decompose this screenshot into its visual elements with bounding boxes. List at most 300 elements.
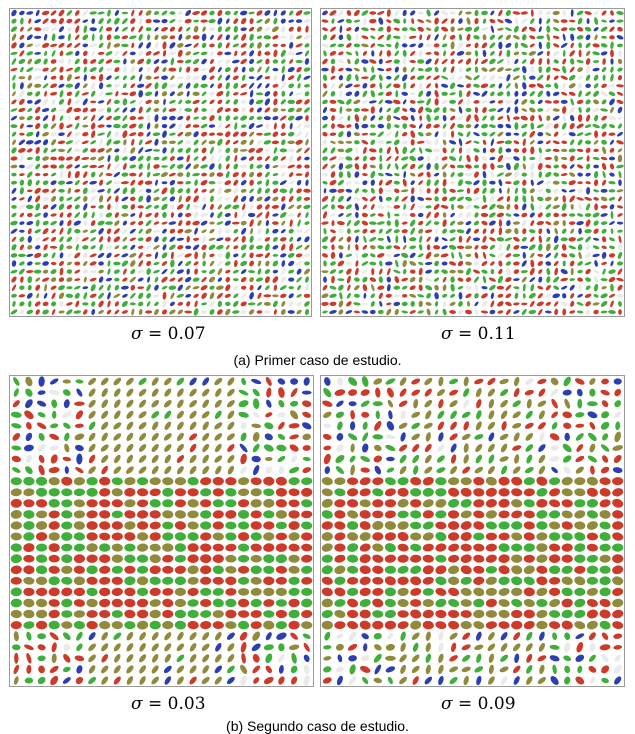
tensor-glyph <box>241 171 247 178</box>
tensor-glyph <box>98 91 105 98</box>
tensor-glyph <box>589 388 596 396</box>
tensor-glyph <box>89 260 97 266</box>
tensor-glyph <box>466 253 472 257</box>
tensor-glyph <box>330 252 335 259</box>
tensor-glyph <box>50 148 57 154</box>
tensor-glyph <box>263 599 275 608</box>
tensor-glyph <box>266 387 273 398</box>
tensor-glyph <box>440 26 448 33</box>
tensor-glyph <box>97 252 105 259</box>
tensor-glyph <box>321 598 333 607</box>
tensor-glyph <box>124 576 136 586</box>
tensor-glyph <box>321 10 328 17</box>
tensor-glyph <box>303 106 311 113</box>
tensor-glyph <box>26 50 34 56</box>
tensor-glyph <box>240 268 247 274</box>
tensor-glyph <box>263 510 274 518</box>
tensor-glyph <box>411 443 421 453</box>
tensor-glyph <box>385 293 392 298</box>
tensor-glyph <box>176 465 186 476</box>
tensor-glyph <box>149 588 161 597</box>
tensor-glyph <box>194 227 199 235</box>
tensor-glyph <box>465 276 472 283</box>
tensor-glyph <box>497 131 505 138</box>
tensor-glyph <box>153 204 159 209</box>
tensor-glyph <box>322 676 333 685</box>
tensor-glyph <box>617 221 624 224</box>
tensor-glyph <box>263 139 272 145</box>
tensor-glyph <box>34 83 42 88</box>
tensor-glyph <box>522 82 527 90</box>
tensor-glyph <box>98 115 105 122</box>
tensor-glyph <box>425 139 433 146</box>
tensor-glyph <box>201 235 207 243</box>
tensor-glyph <box>66 73 73 82</box>
tensor-glyph <box>345 267 353 275</box>
tensor-glyph <box>213 488 224 496</box>
tensor-glyph <box>151 420 160 431</box>
tensor-glyph <box>161 260 168 267</box>
tensor-glyph <box>177 115 184 121</box>
tensor-glyph <box>287 107 295 113</box>
tensor-glyph <box>74 148 81 152</box>
tensor-glyph <box>441 58 449 65</box>
tensor-glyph <box>586 509 599 520</box>
tensor-glyph <box>425 148 433 153</box>
tensor-glyph <box>433 43 439 48</box>
tensor-glyph <box>68 171 72 179</box>
tensor-glyph <box>194 251 198 259</box>
tensor-glyph <box>530 284 535 292</box>
tensor-glyph <box>50 268 58 275</box>
tensor-glyph <box>277 399 286 409</box>
tensor-glyph <box>488 284 496 292</box>
tensor-glyph <box>397 477 409 486</box>
tensor-glyph <box>276 488 287 497</box>
tensor-glyph <box>75 244 79 251</box>
tensor-glyph <box>354 114 360 123</box>
tensor-glyph <box>362 82 369 89</box>
tensor-glyph <box>256 74 264 82</box>
tensor-glyph <box>288 543 300 552</box>
tensor-glyph <box>513 244 521 250</box>
tensor-glyph <box>19 187 24 195</box>
tensor-glyph <box>129 131 137 137</box>
tensor-glyph <box>289 631 299 641</box>
tensor-glyph <box>216 237 224 242</box>
tensor-glyph <box>545 10 552 16</box>
tensor-glyph <box>482 74 488 80</box>
tensor-glyph <box>86 598 98 607</box>
tensor-glyph <box>241 286 247 290</box>
tensor-glyph <box>287 100 295 104</box>
tensor-glyph <box>257 310 263 314</box>
tensor-glyph <box>549 477 561 486</box>
tensor-glyph <box>345 253 352 257</box>
tensor-glyph <box>403 235 407 243</box>
tensor-glyph <box>524 554 536 562</box>
tensor-glyph <box>394 146 399 155</box>
tensor-glyph <box>224 107 231 112</box>
tensor-glyph <box>551 421 559 430</box>
tensor-glyph <box>385 308 392 316</box>
tensor-glyph <box>111 488 123 497</box>
tensor-glyph <box>272 196 280 203</box>
tensor-glyph <box>264 106 271 113</box>
tensor-glyph <box>304 253 311 258</box>
tensor-glyph <box>175 588 186 596</box>
tensor-glyph <box>288 521 300 531</box>
tensor-glyph <box>425 90 432 98</box>
tensor-glyph <box>10 18 17 25</box>
tensor-glyph <box>23 621 35 630</box>
tensor-glyph <box>174 510 186 519</box>
tensor-glyph <box>154 138 159 146</box>
tensor-glyph <box>232 59 240 64</box>
tensor-glyph <box>238 399 250 409</box>
tensor-glyph <box>44 284 48 292</box>
tensor-glyph <box>27 228 33 235</box>
tensor-glyph <box>576 213 583 218</box>
tensor-glyph <box>409 260 417 267</box>
tensor-glyph <box>17 147 26 154</box>
tensor-glyph <box>145 9 153 17</box>
tensor-glyph <box>212 587 224 596</box>
tensor-glyph <box>98 52 105 56</box>
tensor-glyph <box>36 488 48 497</box>
tensor-glyph <box>545 188 552 194</box>
tensor-glyph <box>138 675 147 686</box>
tensor-glyph <box>272 74 278 82</box>
tensor-glyph <box>48 389 60 396</box>
tensor-glyph <box>473 34 480 40</box>
tensor-glyph <box>36 421 47 430</box>
tensor-glyph <box>138 631 147 642</box>
tensor-glyph <box>240 164 247 168</box>
tensor-glyph <box>550 398 559 410</box>
tensor-glyph <box>586 520 599 531</box>
tensor-glyph <box>378 17 385 26</box>
tensor-glyph <box>550 410 559 419</box>
tensor-glyph <box>498 609 510 619</box>
tensor-glyph <box>49 377 59 386</box>
tensor-glyph <box>608 276 616 283</box>
tensor-glyph <box>609 35 615 39</box>
tensor-glyph <box>153 301 159 307</box>
tensor-glyph <box>424 443 434 454</box>
tensor-glyph <box>345 83 354 89</box>
tensor-glyph <box>176 203 184 211</box>
tensor-glyph <box>514 187 518 194</box>
tensor-glyph <box>522 195 527 203</box>
tensor-glyph <box>613 645 622 651</box>
tensor-glyph <box>575 443 584 453</box>
tensor-glyph <box>217 66 222 73</box>
tensor-glyph <box>23 499 35 507</box>
tensor-glyph <box>497 27 504 31</box>
tensor-glyph <box>34 115 41 121</box>
tensor-glyph <box>490 10 496 16</box>
tensor-glyph <box>288 19 295 23</box>
tensor-glyph <box>99 621 111 630</box>
tensor-glyph <box>91 18 95 24</box>
tensor-glyph <box>496 172 504 178</box>
tensor-glyph <box>393 205 400 210</box>
tensor-glyph <box>33 139 42 145</box>
tensor-glyph <box>304 276 309 283</box>
tensor-glyph <box>11 399 21 409</box>
tensor-glyph <box>288 292 295 299</box>
tensor-glyph <box>176 432 186 443</box>
tensor-glyph <box>347 609 359 618</box>
tensor-glyph <box>162 140 168 145</box>
tensor-glyph <box>487 409 495 420</box>
tensor-glyph <box>347 630 359 642</box>
tensor-glyph <box>162 50 166 57</box>
tensor-glyph <box>321 58 329 66</box>
tensor-glyph <box>19 82 24 90</box>
tensor-glyph <box>201 387 211 397</box>
tensor-glyph <box>465 293 473 300</box>
tensor-glyph <box>193 205 199 209</box>
tensor-glyph <box>535 487 548 498</box>
tensor-glyph <box>34 42 42 48</box>
tensor-glyph <box>529 157 535 161</box>
tensor-glyph <box>397 498 409 508</box>
tensor-glyph <box>600 90 609 97</box>
tensor-glyph <box>272 115 279 121</box>
tensor-glyph <box>599 477 611 486</box>
tensor-glyph <box>105 138 112 147</box>
tensor-glyph <box>457 285 463 290</box>
tensor-glyph <box>521 187 527 195</box>
tensor-glyph <box>27 100 33 104</box>
tensor-glyph <box>177 172 184 177</box>
tensor-glyph <box>379 301 384 308</box>
tensor-glyph <box>178 67 182 73</box>
tensor-glyph <box>570 204 574 210</box>
tensor-glyph <box>273 9 278 16</box>
tensor-glyph <box>163 675 172 686</box>
tensor-glyph <box>514 42 518 49</box>
tensor-glyph <box>337 308 344 315</box>
tensor-glyph <box>154 82 159 90</box>
tensor-glyph <box>425 43 432 48</box>
tensor-glyph <box>490 25 495 33</box>
tensor-glyph <box>434 58 440 66</box>
tensor-glyph <box>201 454 210 465</box>
tensor-glyph <box>379 187 383 194</box>
tensor-glyph <box>160 26 168 32</box>
tensor-glyph <box>418 82 423 89</box>
tensor-glyph <box>463 376 469 386</box>
tensor-glyph <box>386 114 391 121</box>
tensor-glyph <box>161 59 169 64</box>
tensor-glyph <box>372 621 383 630</box>
tensor-glyph <box>593 114 598 121</box>
tensor-glyph <box>435 510 447 519</box>
tensor-glyph <box>225 251 231 259</box>
tensor-glyph <box>240 17 248 25</box>
tensor-glyph <box>209 188 216 195</box>
tensor-glyph <box>233 108 239 113</box>
tensor-glyph <box>361 260 369 266</box>
tensor-glyph <box>422 531 435 541</box>
tensor-glyph <box>385 665 396 674</box>
tensor-glyph <box>456 50 465 56</box>
tensor-glyph <box>188 399 198 409</box>
tensor-glyph <box>410 388 421 397</box>
tensor-glyph <box>354 122 359 129</box>
tensor-glyph <box>613 410 623 420</box>
tensor-glyph <box>42 309 50 316</box>
tensor-glyph <box>387 284 392 292</box>
tensor-glyph <box>114 284 120 291</box>
tensor-glyph <box>129 276 137 283</box>
tensor-glyph <box>458 106 463 114</box>
tensor-glyph <box>505 181 512 184</box>
tensor-glyph <box>137 566 149 574</box>
tensor-glyph <box>601 36 607 39</box>
tensor-glyph <box>585 107 591 114</box>
tensor-glyph <box>257 260 262 267</box>
tensor-glyph <box>460 543 472 552</box>
sigma-symbol: σ <box>441 694 453 714</box>
tensor-glyph <box>97 107 105 113</box>
tensor-glyph <box>105 180 113 186</box>
tensor-glyph <box>575 412 585 419</box>
tensor-glyph <box>90 236 97 242</box>
tensor-glyph <box>74 554 86 563</box>
tensor-glyph <box>548 598 561 609</box>
tensor-glyph <box>513 213 520 217</box>
tensor-glyph <box>208 237 215 241</box>
tensor-glyph <box>385 420 395 432</box>
tensor-glyph <box>23 510 35 519</box>
tensor-glyph <box>272 259 280 267</box>
tensor-glyph <box>525 653 533 664</box>
tensor-glyph <box>617 116 623 121</box>
tensor-glyph <box>10 532 22 541</box>
tensor-glyph <box>233 115 239 120</box>
tensor-glyph <box>67 58 72 66</box>
tensor-glyph <box>372 532 384 541</box>
tensor-glyph <box>162 566 173 574</box>
tensor-glyph <box>514 195 519 202</box>
tensor-glyph <box>125 410 135 421</box>
tensor-glyph <box>331 123 336 129</box>
tensor-glyph <box>74 521 86 530</box>
tensor-glyph <box>81 33 89 41</box>
tensor-glyph <box>576 187 583 194</box>
tensor-glyph <box>338 67 345 72</box>
tensor-glyph <box>256 82 262 89</box>
tensor-glyph <box>18 89 26 98</box>
tensor-glyph <box>26 131 35 137</box>
tensor-glyph <box>163 454 172 465</box>
tensor-glyph <box>472 179 480 186</box>
tensor-glyph <box>301 411 312 419</box>
tensor-glyph <box>489 100 496 104</box>
tensor-glyph <box>425 269 433 274</box>
tensor-glyph <box>369 170 376 179</box>
tensor-glyph <box>393 9 400 17</box>
tensor-glyph <box>426 163 432 171</box>
tensor-glyph <box>545 140 551 145</box>
tensor-glyph <box>601 310 608 313</box>
tensor-glyph <box>488 398 495 409</box>
tensor-glyph <box>345 141 352 144</box>
tensor-glyph <box>618 171 622 179</box>
tensor-glyph <box>295 187 302 194</box>
tensor-glyph <box>537 90 544 98</box>
tensor-glyph <box>225 543 237 552</box>
tensor-glyph <box>563 641 570 653</box>
tensor-glyph <box>601 66 608 73</box>
tensor-glyph <box>417 140 425 144</box>
tensor-glyph <box>612 467 623 474</box>
tensor-glyph <box>201 443 211 454</box>
tensor-glyph <box>113 235 122 243</box>
tensor-glyph <box>600 26 609 33</box>
tensor-glyph <box>577 75 583 81</box>
tensor-glyph <box>169 301 176 307</box>
tensor-glyph <box>569 284 576 292</box>
tensor-glyph <box>138 398 148 408</box>
tensor-glyph <box>474 308 478 316</box>
tensor-glyph <box>106 195 112 202</box>
tensor-glyph <box>149 488 161 497</box>
tensor-glyph <box>225 621 237 630</box>
tensor-glyph <box>61 488 72 496</box>
tensor-glyph <box>467 188 471 194</box>
tensor-glyph <box>524 421 535 430</box>
tensor-glyph <box>524 466 535 475</box>
tensor-glyph <box>569 163 575 169</box>
tensor-glyph <box>425 98 432 107</box>
tensor-glyph <box>50 236 57 243</box>
tensor-glyph <box>200 610 212 618</box>
tensor-glyph <box>177 276 184 282</box>
tensor-glyph <box>42 236 50 242</box>
tensor-glyph <box>34 106 42 115</box>
tensor-glyph <box>561 202 567 211</box>
tensor-glyph <box>538 235 542 243</box>
tensor-glyph <box>360 388 371 397</box>
tensor-glyph <box>330 195 335 203</box>
tensor-glyph <box>482 195 487 203</box>
tensor-glyph <box>169 277 176 282</box>
tensor-glyph <box>473 477 485 486</box>
tensor-glyph <box>106 130 112 138</box>
tensor-glyph <box>86 610 97 618</box>
tensor-glyph <box>510 510 523 520</box>
tensor-glyph <box>458 155 462 162</box>
tensor-glyph <box>441 99 449 105</box>
tensor-glyph <box>585 58 591 66</box>
tensor-glyph <box>601 378 609 385</box>
tensor-glyph <box>296 26 301 33</box>
tensor-glyph <box>324 466 331 475</box>
tensor-glyph <box>27 26 33 32</box>
tensor-glyph <box>512 664 522 674</box>
tensor-glyph <box>74 488 86 496</box>
tensor-glyph <box>122 268 127 275</box>
tensor-glyph <box>355 212 359 218</box>
tensor-glyph <box>238 499 250 508</box>
tensor-glyph <box>593 189 600 193</box>
tensor-glyph <box>137 421 147 431</box>
